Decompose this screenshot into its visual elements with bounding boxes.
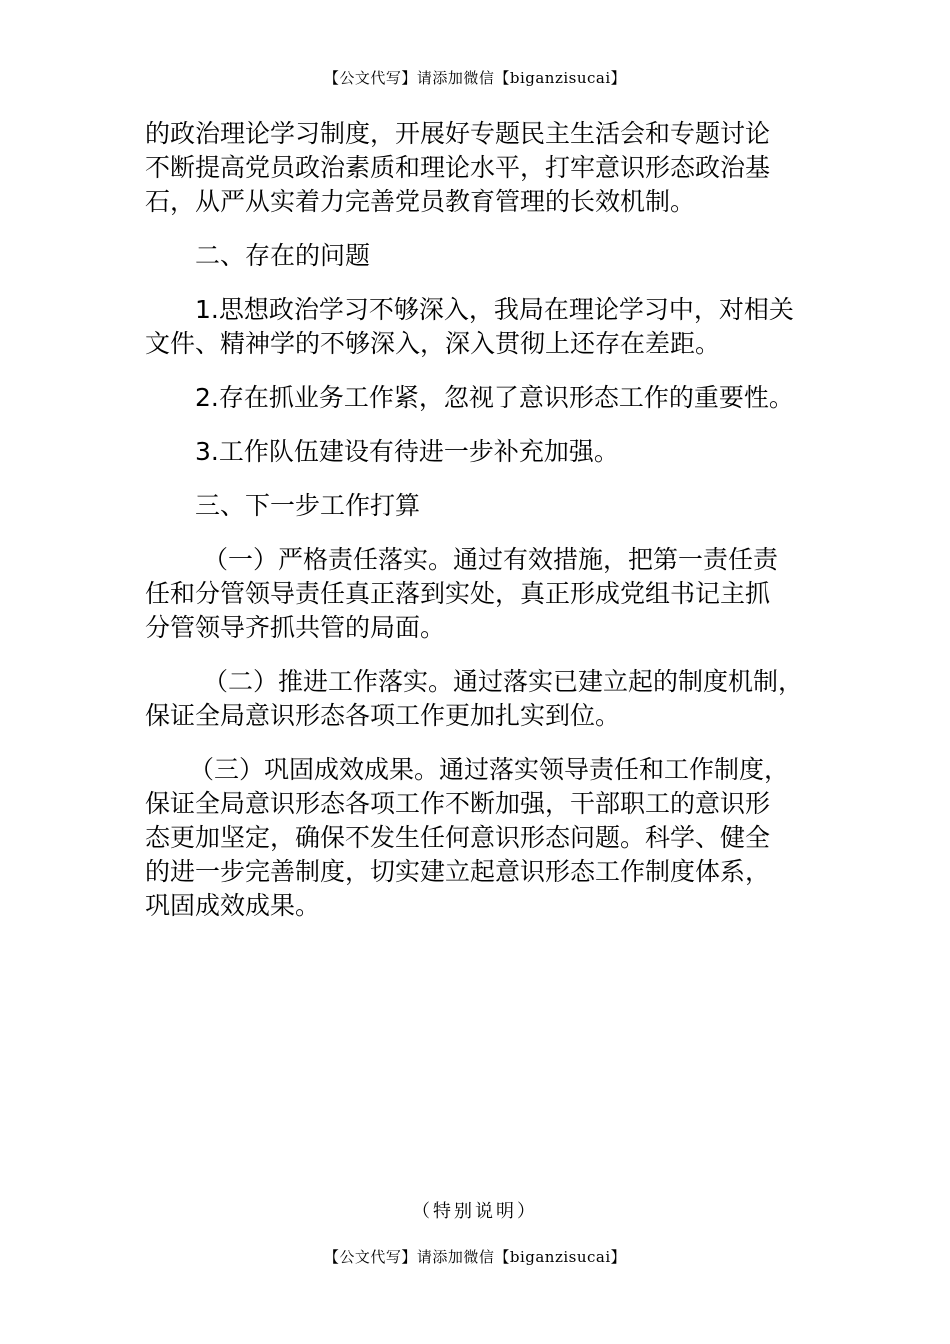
text-line: 不断提高党员政治素质和理论水平，打牢意识形态政治基	[145, 153, 771, 182]
text-line: 保证全局意识形态各项工作不断加强，干部职工的意识形	[145, 789, 771, 818]
text-line: （三）巩固成效成果。通过落实领导责任和工作制度，	[189, 755, 790, 784]
text-line: 2.存在抓业务工作紧，忽视了意识形态工作的重要性。	[195, 383, 794, 412]
special-note: （特别说明）	[412, 1201, 538, 1222]
section-heading-problems	[145, 239, 835, 273]
text-line: 的进一步完善制度，切实建立起意识形态工作制度体系，	[145, 857, 771, 886]
problem-item-1	[145, 293, 835, 361]
text-line: 三、下一步工作打算	[195, 491, 421, 520]
text-line: 石，从严从实着力完善党员教育管理的长效机制。	[145, 187, 696, 216]
section-heading-next-steps	[145, 489, 835, 523]
page-header: 【公文代写】请添加微信【biganzisucai】	[323, 69, 627, 87]
problem-item-3	[145, 435, 835, 469]
page-footer: 【公文代写】请添加微信【biganzisucai】	[323, 1248, 627, 1266]
plan-item-2	[145, 665, 835, 733]
text-line: 任和分管领导责任真正落到实处，真正形成党组书记主抓	[145, 579, 771, 608]
text-line: 保证全局意识形态各项工作更加扎实到位。	[145, 701, 621, 730]
problem-item-2	[145, 381, 835, 415]
text-line: 分管领导齐抓共管的局面。	[145, 613, 446, 642]
text-line: 态更加坚定，确保不发生任何意识形态问题。科学、健全	[145, 823, 771, 852]
text-line: 巩固成效成果。	[145, 891, 321, 920]
plan-item-3	[145, 753, 835, 923]
plan-item-1	[145, 543, 835, 645]
document-body	[145, 117, 835, 943]
text-line: 文件、精神学的不够深入，深入贯彻上还存在差距。	[145, 329, 721, 358]
text-line: 二、存在的问题	[195, 241, 371, 270]
text-line: 的政治理论学习制度，开展好专题民主生活会和专题讨论	[145, 119, 771, 148]
text-line: （一）严格责任落实。通过有效措施，把第一责任责	[203, 545, 779, 574]
paragraph-1	[145, 117, 835, 219]
text-line: 3.工作队伍建设有待进一步补充加强。	[195, 437, 619, 466]
text-line: （二）推进工作落实。通过落实已建立起的制度机制，	[203, 667, 804, 696]
text-line: 1.思想政治学习不够深入，我局在理论学习中，对相关	[195, 295, 794, 324]
